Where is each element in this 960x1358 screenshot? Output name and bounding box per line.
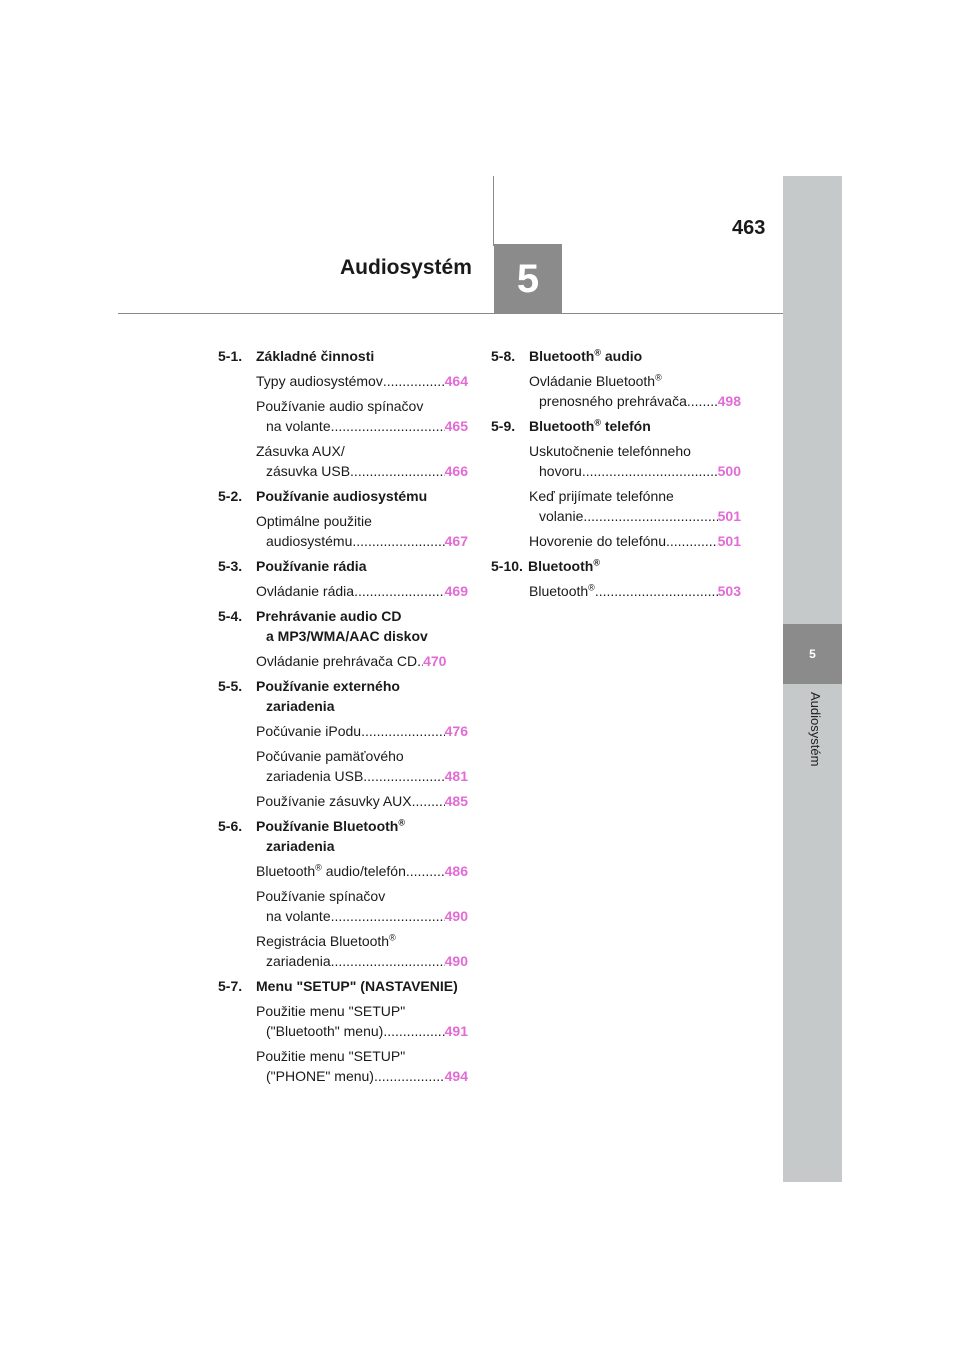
entry-text-line1: Počúvanie pamäťového: [256, 748, 404, 764]
entry-text-suffix: audio/telefón: [321, 863, 406, 879]
entry-text-line1: Použitie menu "SETUP": [256, 1003, 406, 1019]
header-divider-horizontal: [118, 313, 783, 314]
entry-page-link[interactable]: 469: [444, 583, 468, 599]
toc-section-5-5: [218, 676, 468, 716]
entry-text: prenosného prehrávača: [539, 393, 687, 409]
side-tab-label: Audiosystém: [808, 692, 823, 767]
entry-text-line1: Ovládanie Bluetooth: [529, 373, 656, 389]
registered-mark: ®: [594, 417, 601, 428]
section-title: Základné činnosti: [256, 348, 375, 364]
entry-text-line1: Zásuvka AUX/: [256, 443, 345, 459]
registered-mark: ®: [655, 372, 662, 383]
entry-text: Hovorenie do telefónu: [529, 533, 666, 549]
toc-entry[interactable]: [256, 861, 468, 881]
section-number: 5-4.: [218, 608, 243, 624]
entry-text-line1: Používanie audio spínačov: [256, 398, 424, 414]
toc-entry[interactable]: [256, 511, 468, 551]
chapter-number: 5: [516, 256, 540, 301]
entry-text: audiosystému: [266, 533, 353, 549]
entry-text: Bluetooth: [529, 583, 589, 599]
entry-page-link[interactable]: 476: [444, 723, 468, 739]
section-number: 5-3.: [218, 558, 243, 574]
entry-text: hovoru: [539, 463, 582, 479]
section-number: 5-8.: [491, 348, 516, 364]
toc-section-5-2: [218, 486, 468, 506]
entry-text: Ovládanie rádia: [256, 583, 355, 599]
toc-entry[interactable]: [529, 441, 741, 481]
entry-text: Počúvanie iPodu: [256, 723, 362, 739]
section-number: 5-5.: [218, 678, 243, 694]
section-title: Používanie rádia: [256, 558, 367, 574]
registered-mark: ®: [588, 582, 595, 593]
toc-entry[interactable]: [529, 531, 741, 551]
section-number: 5-9.: [491, 418, 516, 434]
entry-text: volanie: [539, 508, 584, 524]
entry-text: zariadenia USB: [266, 768, 364, 784]
toc-entry[interactable]: [529, 371, 741, 411]
entry-page-link[interactable]: 490: [444, 908, 468, 924]
section-title: Používanie Bluetooth: [256, 818, 399, 834]
section-title: Prehrávanie audio CD: [256, 608, 402, 624]
entry-text: zariadenia: [266, 953, 331, 969]
entry-text: Používanie zásuvky AUX: [256, 793, 412, 809]
section-number: 5-2.: [218, 488, 243, 504]
entry-text: ("Bluetooth" menu): [266, 1023, 384, 1039]
entry-text: Bluetooth: [256, 863, 316, 879]
entry-text: Ovládanie prehrávača CD: [256, 653, 418, 669]
side-tab-chapter-number[interactable]: 5: [783, 624, 842, 684]
entry-page-link[interactable]: 485: [444, 793, 468, 809]
toc-entry[interactable]: [256, 931, 468, 971]
toc-section-5-1: [218, 346, 468, 366]
toc-section-5-7: [218, 976, 468, 996]
section-title-continued: a MP3/WMA/AAC diskov: [266, 628, 428, 644]
toc-section-5-6: [218, 816, 468, 856]
toc-entry[interactable]: [256, 746, 468, 786]
toc-entry[interactable]: [256, 581, 468, 601]
toc-entry[interactable]: [256, 371, 468, 391]
entry-text: ("PHONE" menu): [266, 1068, 374, 1084]
header-divider-vertical: [493, 176, 494, 246]
entry-page-link[interactable]: 501: [717, 533, 741, 549]
section-title: Bluetooth: [529, 348, 595, 364]
section-title-suffix: audio: [600, 348, 643, 364]
section-title: Bluetooth: [529, 418, 595, 434]
entry-page-link[interactable]: 503: [717, 583, 741, 599]
entry-text: na volante: [266, 908, 331, 924]
toc-column-right: [491, 346, 741, 606]
chapter-title: Audiosystém: [340, 256, 472, 279]
toc-entry[interactable]: [529, 486, 741, 526]
section-number: 5-1.: [218, 348, 243, 364]
entry-text-line1: Použitie menu "SETUP": [256, 1048, 406, 1064]
entry-text-line1: Registrácia Bluetooth: [256, 933, 390, 949]
entry-page-link[interactable]: 466: [444, 463, 468, 479]
toc-section-5-8: [491, 346, 741, 366]
toc-entry[interactable]: [529, 581, 741, 601]
toc-entry[interactable]: [256, 441, 468, 481]
registered-mark: ®: [315, 862, 322, 873]
toc-entry[interactable]: [256, 396, 468, 436]
toc-column-left: [218, 346, 468, 1091]
toc-entry[interactable]: [256, 1046, 468, 1086]
section-number: 5-7.: [218, 978, 243, 994]
entry-page-link[interactable]: 467: [444, 533, 468, 549]
entry-page-link[interactable]: 498: [717, 393, 741, 409]
entry-page-link[interactable]: 500: [717, 463, 741, 479]
entry-text-line1: Keď prijímate telefónne: [529, 488, 674, 504]
entry-page-link[interactable]: 481: [444, 768, 468, 784]
entry-page-link[interactable]: 464: [444, 373, 468, 389]
section-title: Používanie audiosystému: [256, 488, 428, 504]
entry-text-line1: Uskutočnenie telefónneho: [529, 443, 691, 459]
toc-section-5-9: [491, 416, 741, 436]
page-number: 463: [732, 217, 766, 239]
section-number: 5-6.: [218, 818, 243, 834]
toc-entry[interactable]: [256, 651, 468, 671]
toc-section-5-3: [218, 556, 468, 576]
entry-text-line1: Optimálne použitie: [256, 513, 372, 529]
toc-section-5-4: [218, 606, 468, 646]
section-title: Menu "SETUP" (NASTAVENIE): [256, 978, 458, 994]
entry-page-link[interactable]: 470: [423, 653, 447, 669]
section-number: 5-10.: [491, 558, 523, 574]
toc-entry[interactable]: [256, 886, 468, 926]
toc-section-5-10: [491, 556, 741, 576]
entry-text: na volante: [266, 418, 331, 434]
entry-text: Typy audiosystémov: [256, 373, 383, 389]
registered-mark: ®: [593, 557, 600, 568]
entry-text-line1: Používanie spínačov: [256, 888, 386, 904]
section-title-continued: zariadenia: [266, 698, 335, 714]
section-title-continued: zariadenia: [266, 838, 335, 854]
registered-mark: ®: [398, 817, 405, 828]
section-title: Používanie externého: [256, 678, 400, 694]
entry-page-link[interactable]: 490: [444, 953, 468, 969]
entry-page-link[interactable]: 494: [444, 1068, 468, 1084]
chapter-number-box: [494, 244, 562, 314]
registered-mark: ®: [594, 347, 601, 358]
registered-mark: ®: [389, 932, 396, 943]
entry-page-link[interactable]: 501: [717, 508, 741, 524]
toc-entry[interactable]: [256, 791, 468, 811]
entry-page-link[interactable]: 486: [444, 863, 468, 879]
section-title-suffix: telefón: [600, 418, 651, 434]
toc-entry[interactable]: [256, 1001, 468, 1041]
entry-text: zásuvka USB: [266, 463, 351, 479]
entry-page-link[interactable]: 465: [444, 418, 468, 434]
section-title: Bluetooth: [528, 558, 594, 574]
entry-page-link[interactable]: 491: [444, 1023, 468, 1039]
toc-entry[interactable]: [256, 721, 468, 741]
